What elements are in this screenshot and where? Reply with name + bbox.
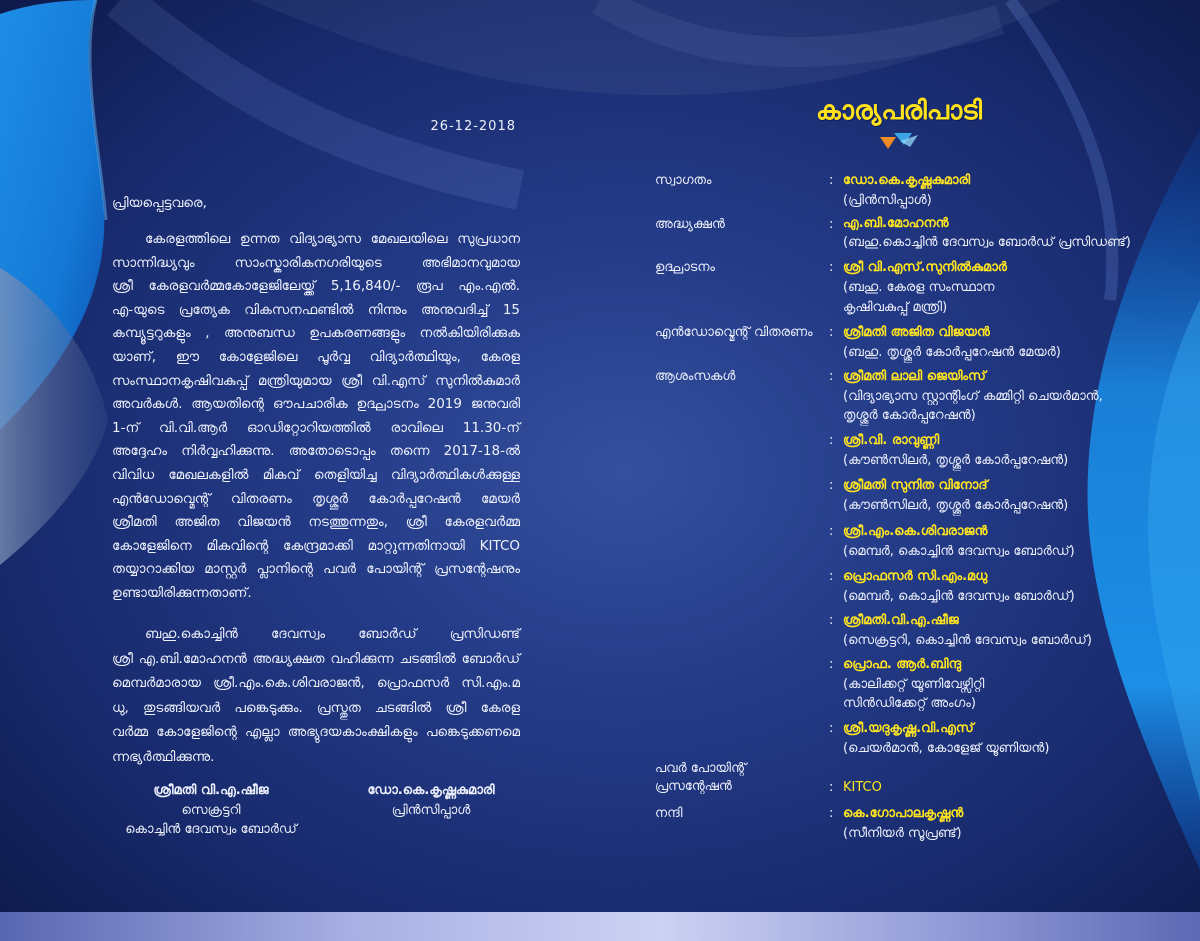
letter-line: ധു, തുടങ്ങിയവർ പങ്കെടുക്കും. പ്രസ്തുത ചടങ്ങിൽ ശ്രീ കേരള — [112, 699, 520, 716]
speaker-name: ശ്രീ.വി. രാവുണ്ണി — [843, 433, 940, 448]
program-entry-felicitation — [843, 719, 1193, 758]
program-entry-endowment — [843, 323, 1193, 362]
program-separator: : — [829, 478, 834, 493]
program-separator: : — [829, 569, 834, 584]
letter-line: 1-ന് വി.വി.ആർ ഓഡിറ്റോറിയത്തിൽ രാവിലെ 11.30-ന് — [112, 419, 520, 436]
speaker-designation: (പ്രിൻസിപ്പാൾ) — [843, 192, 932, 208]
program-entry-felicitation — [843, 567, 1193, 606]
speaker-designation: (സീനിയർ സൂപ്രണ്ട്) — [843, 825, 962, 841]
program-label-line: പവർ പോയിന്റ് — [655, 761, 747, 776]
program-entry-inauguration — [843, 258, 1193, 318]
speaker-designation: (കൗൺസിലർ, തൃശ്ശൂർ കോർപ്പറേഷൻ) — [843, 452, 1069, 468]
letter-paragraph-1 — [112, 228, 520, 606]
letter-line: എൻഡോവ്മെന്റ് വിതരണം തൃശ്ശൂർ കോർപ്പറേഷൻ മേയർ — [112, 490, 520, 507]
program-label-line: പ്രസന്റേഷൻ — [655, 779, 732, 794]
letter-line: ശ്രീ എ.ബി.മോഹനൻ അദ്ധ്യക്ഷത വഹിക്കുന്ന ചടങ്ങിൽ ബോർഡ് — [112, 650, 520, 667]
program-separator: : — [829, 721, 834, 736]
program-label-inauguration: ഉദ്ഘാടനം — [655, 260, 715, 275]
letter-line: കമ്പ്യൂട്ടറുകളും , അനുബന്ധ ഉപകരണങ്ങളും നൽകിയിരിക്കുക — [112, 325, 520, 342]
program-label-presentation — [655, 760, 746, 796]
letter-date: 26-12-2018 — [430, 119, 516, 134]
speaker-designation: (ബഹു. കേരള സംസ്ഥാന — [843, 280, 995, 295]
speaker-designation: (കൗൺസിലർ, തൃശ്ശൂർ കോർപ്പറേഷൻ) — [843, 497, 1069, 513]
speaker-name: എ.ബി.മോഹനൻ — [843, 216, 949, 231]
speaker-designation: (ചെയർമാൻ, കോളേജ് യൂണിയൻ) — [843, 740, 1050, 756]
program-separator: : — [829, 433, 834, 448]
program-entry-felicitation — [843, 476, 1193, 515]
letter-line: കോളേജിനെ മികവിന്റെ കേന്ദ്രമാക്കി മാറ്റുന്നതിനായി KITCO — [112, 537, 520, 554]
program-separator: : — [829, 613, 834, 628]
speaker-designation: (ബഹു.കൊച്ചിൻ ദേവസ്വം ബോർഡ് പ്രസിഡണ്ട്) — [843, 234, 1131, 250]
letter-line: സാന്നിദ്ധ്യവും സാംസ്കാരികനഗരിയുടെ അഭിമാനവുമായ — [112, 254, 520, 271]
program-label-endowment: എൻഡോവ്മെന്റ് വിതരണം — [655, 325, 813, 340]
program-separator: : — [829, 806, 834, 821]
speaker-designation: (കാലിക്കറ്റ് യൂണിവേഴ്സിറ്റി — [843, 676, 985, 692]
orange-triangle — [880, 137, 896, 149]
speaker-designation: (വിദ്യാഭ്യാസ സ്റ്റാന്റിംഗ് കമ്മിറ്റി ചെയർമാൻ, — [843, 388, 1103, 404]
program-separator: : — [829, 657, 834, 672]
signatory-organization: കൊച്ചിൻ ദേവസ്വം ബോർഡ് — [125, 822, 297, 837]
program-entry-felicitation — [843, 522, 1193, 561]
speaker-name: പ്രൊഫ. ആർ.ബിന്ദു — [843, 657, 962, 672]
letter-line: വിവിധ മേഖലകളിൽ മികവ് തെളിയിച്ച വിദ്യാർത്ഥികൾക്കുള്ള — [112, 466, 520, 483]
speaker-designation: തൃശ്ശൂർ കോർപ്പറേഷൻ) — [843, 408, 976, 423]
letter-line: അവർകൾ. ആയതിന്റെ ഔപചാരിക ഉദ്ഘാടനം 2019 ജനുവരി — [112, 396, 520, 413]
program-entry-welcome — [843, 171, 1193, 210]
program-label-presidential: അദ്ധ്യക്ഷൻ — [655, 217, 725, 232]
speaker-designation: (ബഹു. തൃശ്ശൂർ കോർപ്പറേഷൻ മേയർ) — [843, 344, 1061, 360]
speaker-name: ശ്രീ.യദുകൃഷ്ണ.വി.എസ് — [843, 721, 974, 736]
letter-line: എ-യുടെ പ്രത്യേക വികസനഫണ്ടിൽ നിന്നും അനുവദിച്ച് 15 — [112, 301, 520, 318]
signatory-name: ശ്രീമതി വി.എ.ഷീജ — [153, 783, 269, 798]
speaker-name: ഡോ.കെ.കൃഷ്ണകുമാരി — [843, 173, 971, 188]
letter-line: ബഹു.കൊച്ചിൻ ദേവസ്വം ബോർഡ് പ്രസിഡണ്ട് — [145, 626, 520, 642]
letter-line: വർമ്മ കോളേജിന്റെ എല്ലാ അഭ്യുദയകാംക്ഷികളും പങ്കെടുക്കണമെ — [112, 724, 520, 741]
letter-line: മെമ്പർമാരായ ശ്രീ.എം.കെ.ശിവരാജൻ, പ്രൊഫസർ സി.എം.മ — [112, 675, 520, 692]
speaker-designation: കൃഷിവകുപ്പ് മന്ത്രി) — [843, 300, 948, 315]
program-separator: : — [829, 524, 834, 539]
program-entry-felicitation — [843, 431, 1193, 470]
speaker-designation: (മെമ്പർ, കൊച്ചിൻ ദേവസ്വം ബോർഡ്) — [843, 588, 1075, 604]
letter-line: സംസ്ഥാനകൃഷിവകുപ്പ് മന്ത്രിയുമായ ശ്രീ വി.എസ് സുനിൽകുമാർ — [112, 372, 520, 389]
speaker-name: പ്രൊഫസർ സി.എം.മധു — [843, 569, 988, 584]
letter-line: ശ്രീ കേരളവർമ്മകോളേജിലേയ്ക്ക് 5,16,840/- രൂപ എം.എൽ. — [112, 278, 520, 295]
bottom-band — [0, 912, 1200, 941]
signature-block-principal — [326, 781, 536, 820]
program-entry-felicitation — [843, 655, 1193, 714]
speaker-name: ശ്രീമതി അജിത വിജയൻ — [843, 325, 990, 340]
signature-block-secretary — [106, 781, 316, 840]
program-entry-vote-of-thanks — [843, 804, 1193, 843]
program-entry-presidential — [843, 215, 1193, 252]
speaker-name: ശ്രീമതി.വി.എ.ഷീജ — [843, 613, 959, 628]
letter-line: യാണ്, ഈ കോളേജിലെ പൂർവ്വ വിദ്യാർത്ഥിയും, കേരള — [112, 348, 520, 365]
letter-line: അദ്ദേഹം നിർവ്വഹിക്കുന്നു. അതോടൊപ്പം തന്നെ 2017-18-ൽ — [112, 443, 520, 460]
signatory-name: ഡോ.കെ.കൃഷ്ണകുമാരി — [367, 783, 495, 798]
letter-paragraph-2 — [112, 622, 520, 770]
program-label-felicitations: ആശംസകൾ — [655, 369, 736, 384]
program-separator: : — [829, 325, 834, 340]
signatory-designation: പ്രിൻസിപ്പാൾ — [391, 802, 471, 818]
title-triangle-ornament — [878, 131, 920, 153]
speaker-name: ശ്രീ വി.എസ്.സുനിൽകുമാർ — [843, 260, 1007, 275]
program-separator: : — [829, 369, 834, 384]
letter-line: ശ്രീമതി അജിത വിജയൻ നടത്തുന്നതും, ശ്രീ കേരളവർമ്മ — [112, 514, 520, 531]
program-separator: : — [829, 217, 834, 232]
program-label-vote-of-thanks: നന്ദി — [655, 806, 683, 821]
speaker-name: ശ്രീമതി സുനിത വിനോദ് — [843, 478, 988, 493]
letter-line: കേരളത്തിലെ ഉന്നത വിദ്യാഭ്യാസ മേഖലയിലെ സുപ്രധാന — [145, 231, 520, 247]
program-separator: : — [829, 260, 834, 275]
speaker-name: ശ്രീമതി ലാലി ജെയിംസ് — [843, 369, 986, 384]
letter-line: തയ്യാറാക്കിയ മാസ്റ്റർ പ്ലാനിന്റെ പവർ പോയിന്റ് പ്രസന്റേഷനും — [112, 561, 520, 578]
program-entry-presentation — [843, 778, 1193, 798]
letter-line: ഉണ്ടായിരിക്കുന്നതാണ്. — [112, 584, 252, 601]
speaker-designation: (സെക്രട്ടറി, കൊച്ചിൻ ദേവസ്വം ബോർഡ്) — [843, 632, 1092, 648]
program-entry-felicitation — [843, 367, 1193, 426]
program-separator: : — [829, 173, 834, 188]
program-label-welcome: സ്വാഗതം — [655, 173, 712, 188]
letter-line: ന്നഭ്യർത്ഥിക്കുന്നു. — [112, 748, 215, 765]
program-separator: : — [829, 780, 834, 795]
program-title: കാര്യപരിപാടി — [816, 96, 983, 126]
presenter-name: KITCO — [843, 780, 882, 795]
signatory-designation: സെക്രട്ടറി — [181, 802, 241, 818]
speaker-designation: സിൻഡിക്കേറ്റ് അംഗം) — [843, 696, 976, 711]
speaker-designation: (മെമ്പർ, കൊച്ചിൻ ദേവസ്വം ബോർഡ്) — [843, 543, 1075, 559]
speaker-name: ശ്രീ.എം.കെ.ശിവരാജൻ — [843, 524, 988, 539]
speaker-name: കെ.ഗോപാലകൃഷ്ണൻ — [843, 806, 964, 821]
program-entry-felicitation — [843, 611, 1193, 650]
letter-salutation: പ്രിയപ്പെട്ടവരെ, — [112, 195, 207, 211]
